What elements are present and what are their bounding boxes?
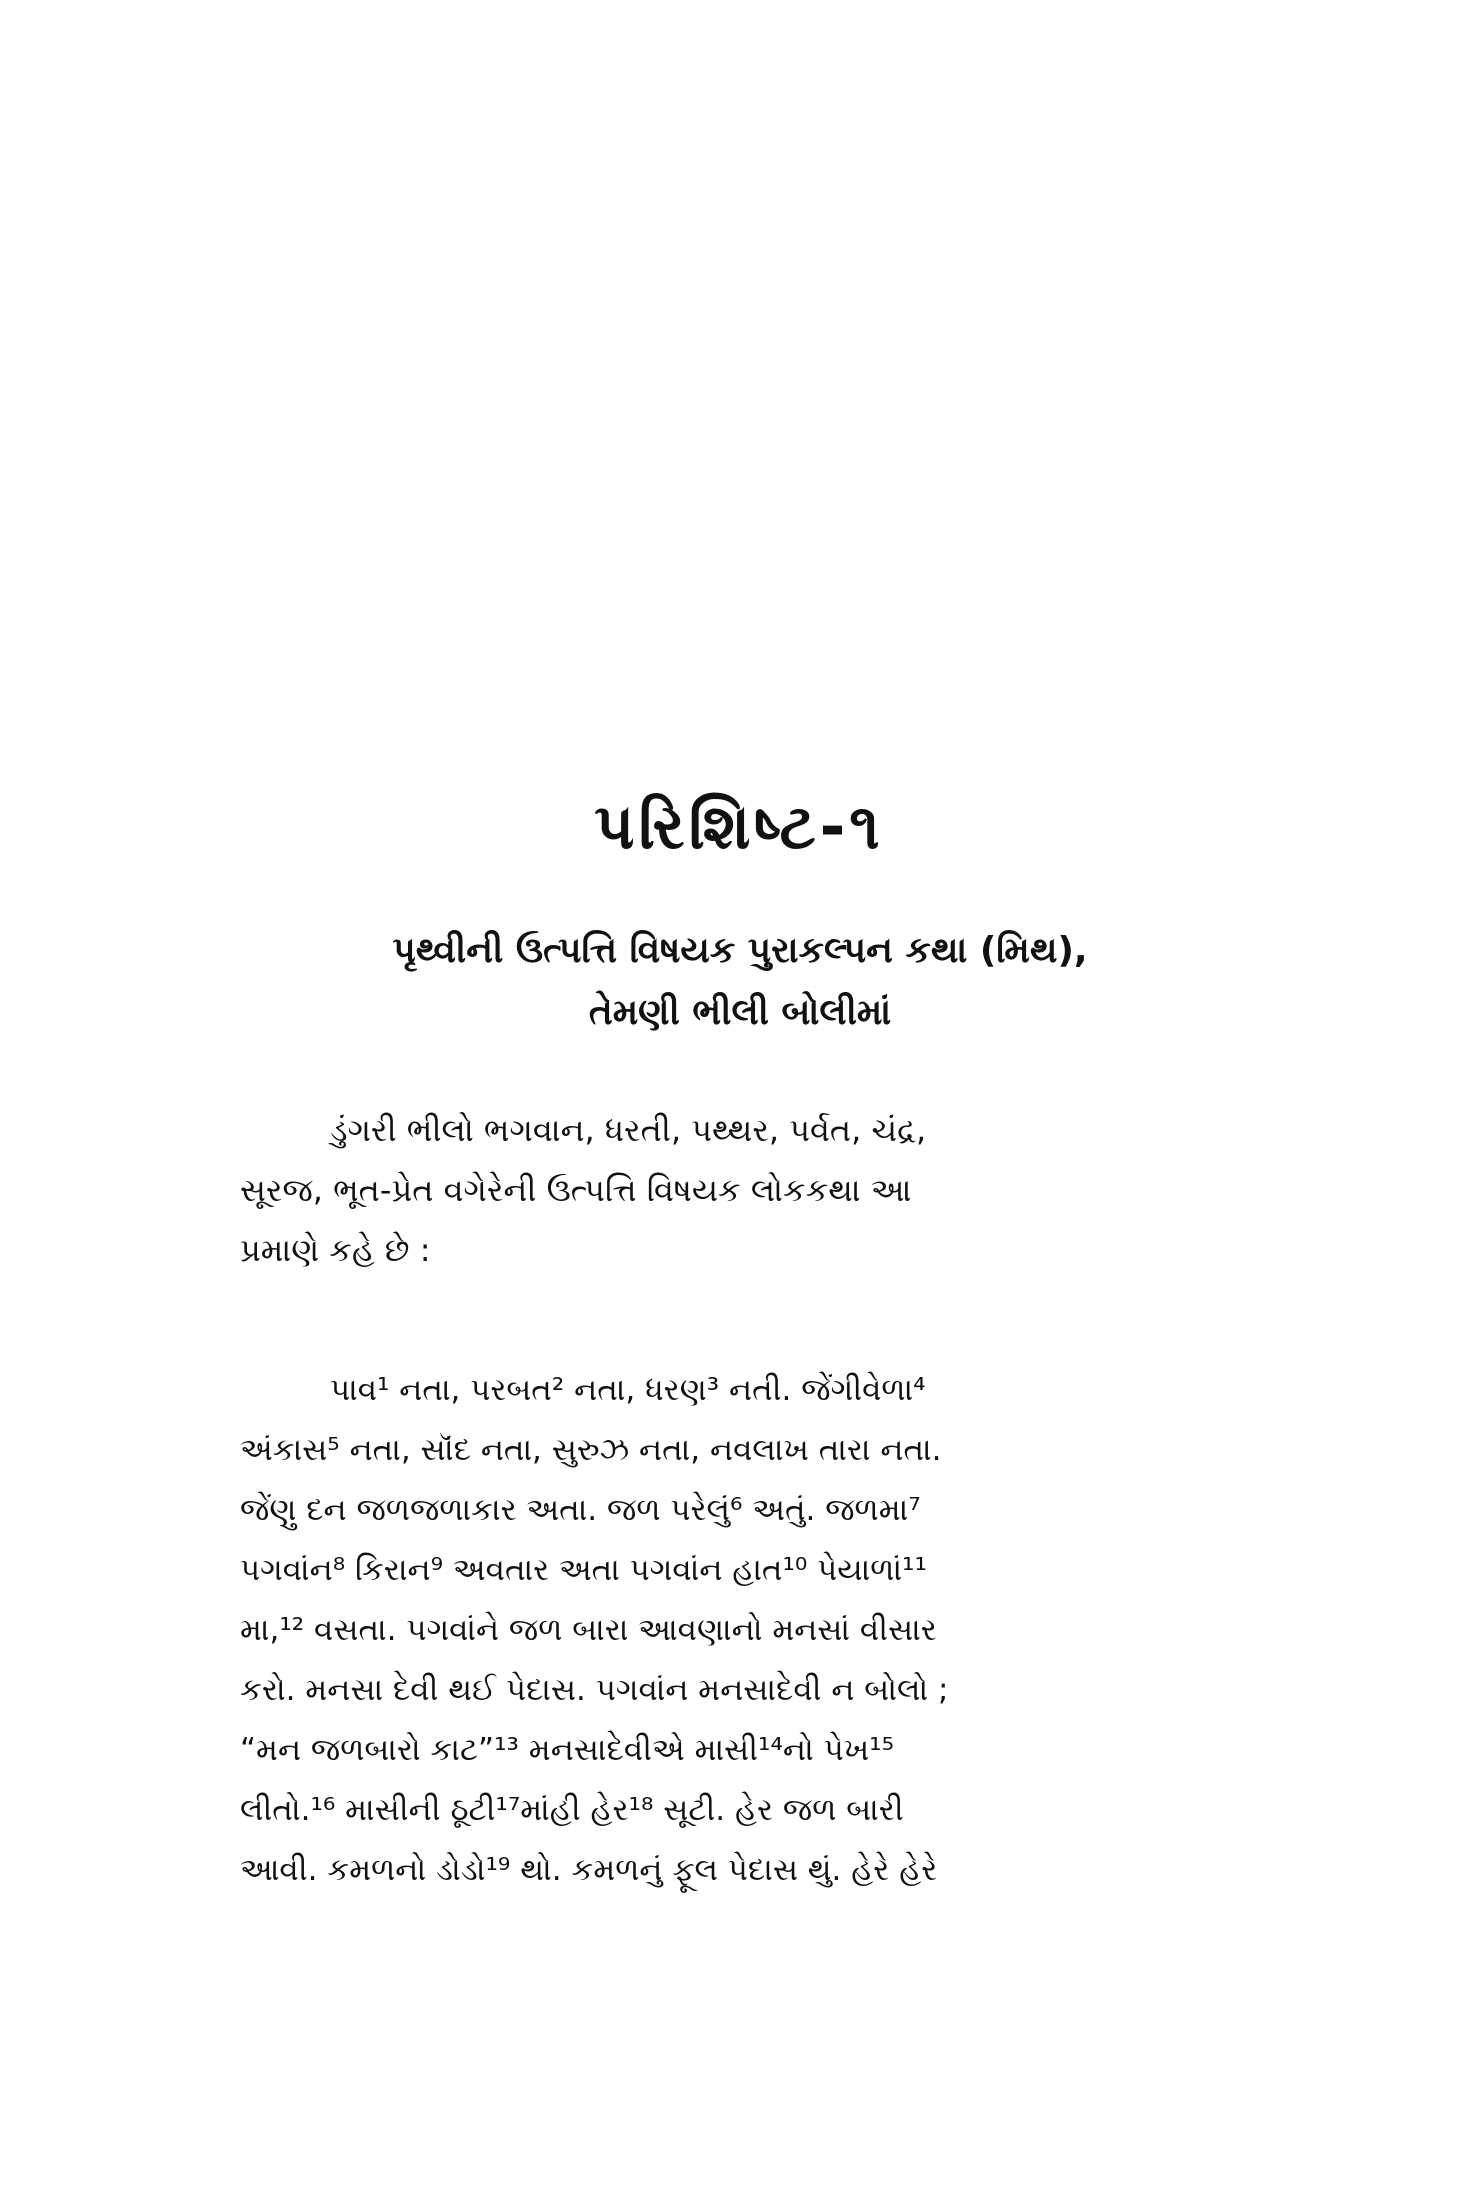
subtitle-line-1: પૃથ્વીની ઉત્પત્તિ વિષયક પુરાકલ્પન કથા (મિથ), bbox=[392, 930, 1088, 971]
story-line: મા,¹² વસતા. પગવાંને જળ બારા આવણાનો મનસાં વીસાર bbox=[240, 1612, 937, 1648]
story-line: પાવ¹ નતા, પરબત² નતા, ધરણ³ નતી. જેંગીવેળા⁴ bbox=[330, 1372, 926, 1408]
story-line: “મન જળબારો કાટ”¹³ મનસાદેવીએ માસી¹⁴નો પેખ¹⁵ bbox=[240, 1732, 895, 1768]
page-heading: પરિશિષ્ટ-૧ bbox=[594, 790, 884, 863]
page-subtitle bbox=[200, 920, 1280, 1044]
intro-line-2: સૂરજ, ભૂત-પ્રેત વગેરેની ઉત્પત્તિ વિષયક લોકકથા આ bbox=[240, 1171, 912, 1209]
story-paragraph bbox=[240, 1360, 1250, 1900]
story-line: અંકાસ⁵ નતા, સૉંદ નતા, સુરુઝ નતા, નવલાખ તારા નતા. bbox=[240, 1432, 942, 1468]
story-line: લીતો.¹⁶ માસીની ઠૂટી¹⁷માંહી હેર¹⁸ સૂટી. હેર જળ બારી bbox=[240, 1792, 904, 1828]
intro-line-3: પ્રમાણે કહે છે : bbox=[240, 1231, 431, 1269]
story-line: આવી. કમળનો ડોડો¹⁹ થો. કમળનું ફૂલ પેદાસ થું. હેરે હેરે bbox=[240, 1852, 938, 1888]
story-line: કરો. મનસા દેવી થઈ પેદાસ. પગવાંન મનસાદેવી ન બોલો ; bbox=[240, 1672, 949, 1708]
story-line: જેંણુ દન જળજળાકાર અતા. જળ પરેલું⁶ અતું. જળમા⁷ bbox=[240, 1492, 921, 1528]
intro-paragraph bbox=[240, 1100, 1250, 1280]
story-line: પગવાંન⁸ કિરાન⁹ અવતાર અતા પગવાંન હાત¹⁰ પેયાળાં¹¹ bbox=[240, 1552, 927, 1588]
subtitle-line-2: તેમણી ભીલી બોલીમાં bbox=[588, 992, 892, 1033]
intro-line-1: ડુંગરી ભીલો ભગવાન, ધરતી, પથ્થર, પર્વત, ચંદ્ર, bbox=[330, 1111, 927, 1149]
